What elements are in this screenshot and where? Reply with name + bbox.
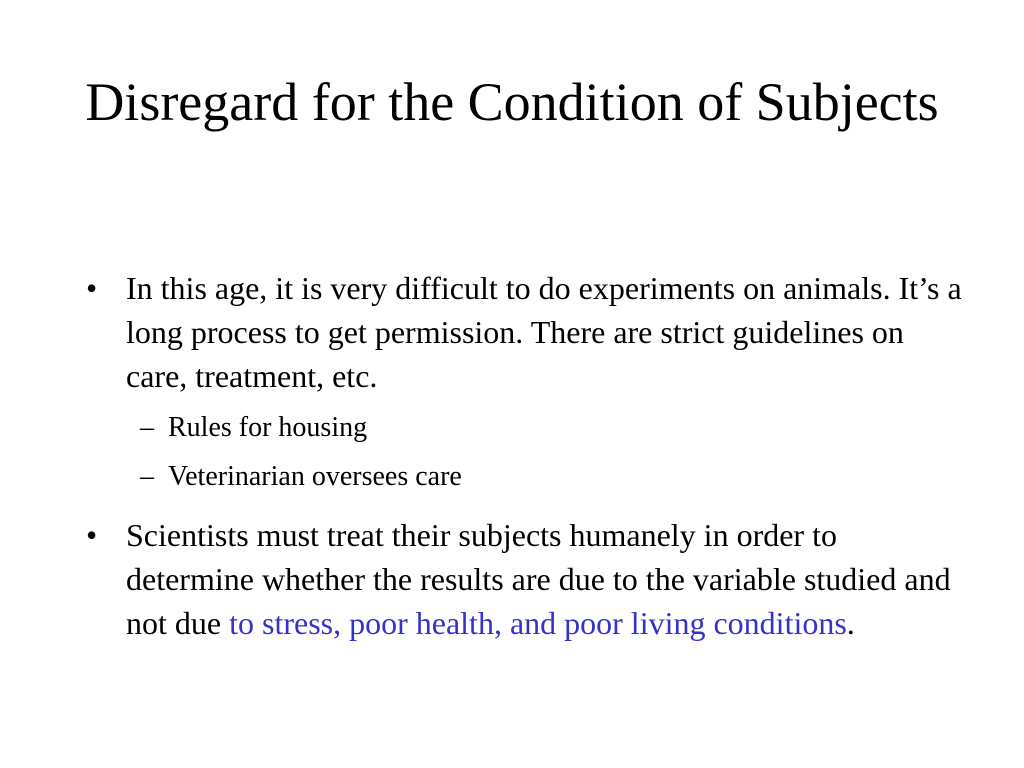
sub-item-2 [84,457,964,497]
bullet-text-plain: Scientists must treat their subjects humanely in order to determine whether the results are due to the variable studied and not due [126,517,951,641]
bullet-text-end: . [846,605,855,641]
sub-item-text: Rules for housing [168,412,368,443]
slide-body [84,266,964,645]
bullet-text: In this age, it is very difficult to do experiments on animals. It’s a long process to get permission. There are strict guidelines on care, treatment, etc. [126,270,962,394]
bullet-marker: • [86,517,98,553]
bullet-marker: • [86,270,98,306]
bullet-text-highlight: to stress, poor health, and poor living conditions [229,605,847,641]
sub-bullet-marker: – [140,461,154,492]
bullet-text [126,517,951,641]
bullet-item-1 [84,266,964,398]
bullet-item-2 [84,513,964,645]
slide-title: Disregard for the Condition of Subjects [85,72,939,132]
sub-item-1 [84,408,964,448]
sub-item-text: Veterinarian oversees care [168,461,462,492]
sub-bullet-marker: – [140,412,154,443]
